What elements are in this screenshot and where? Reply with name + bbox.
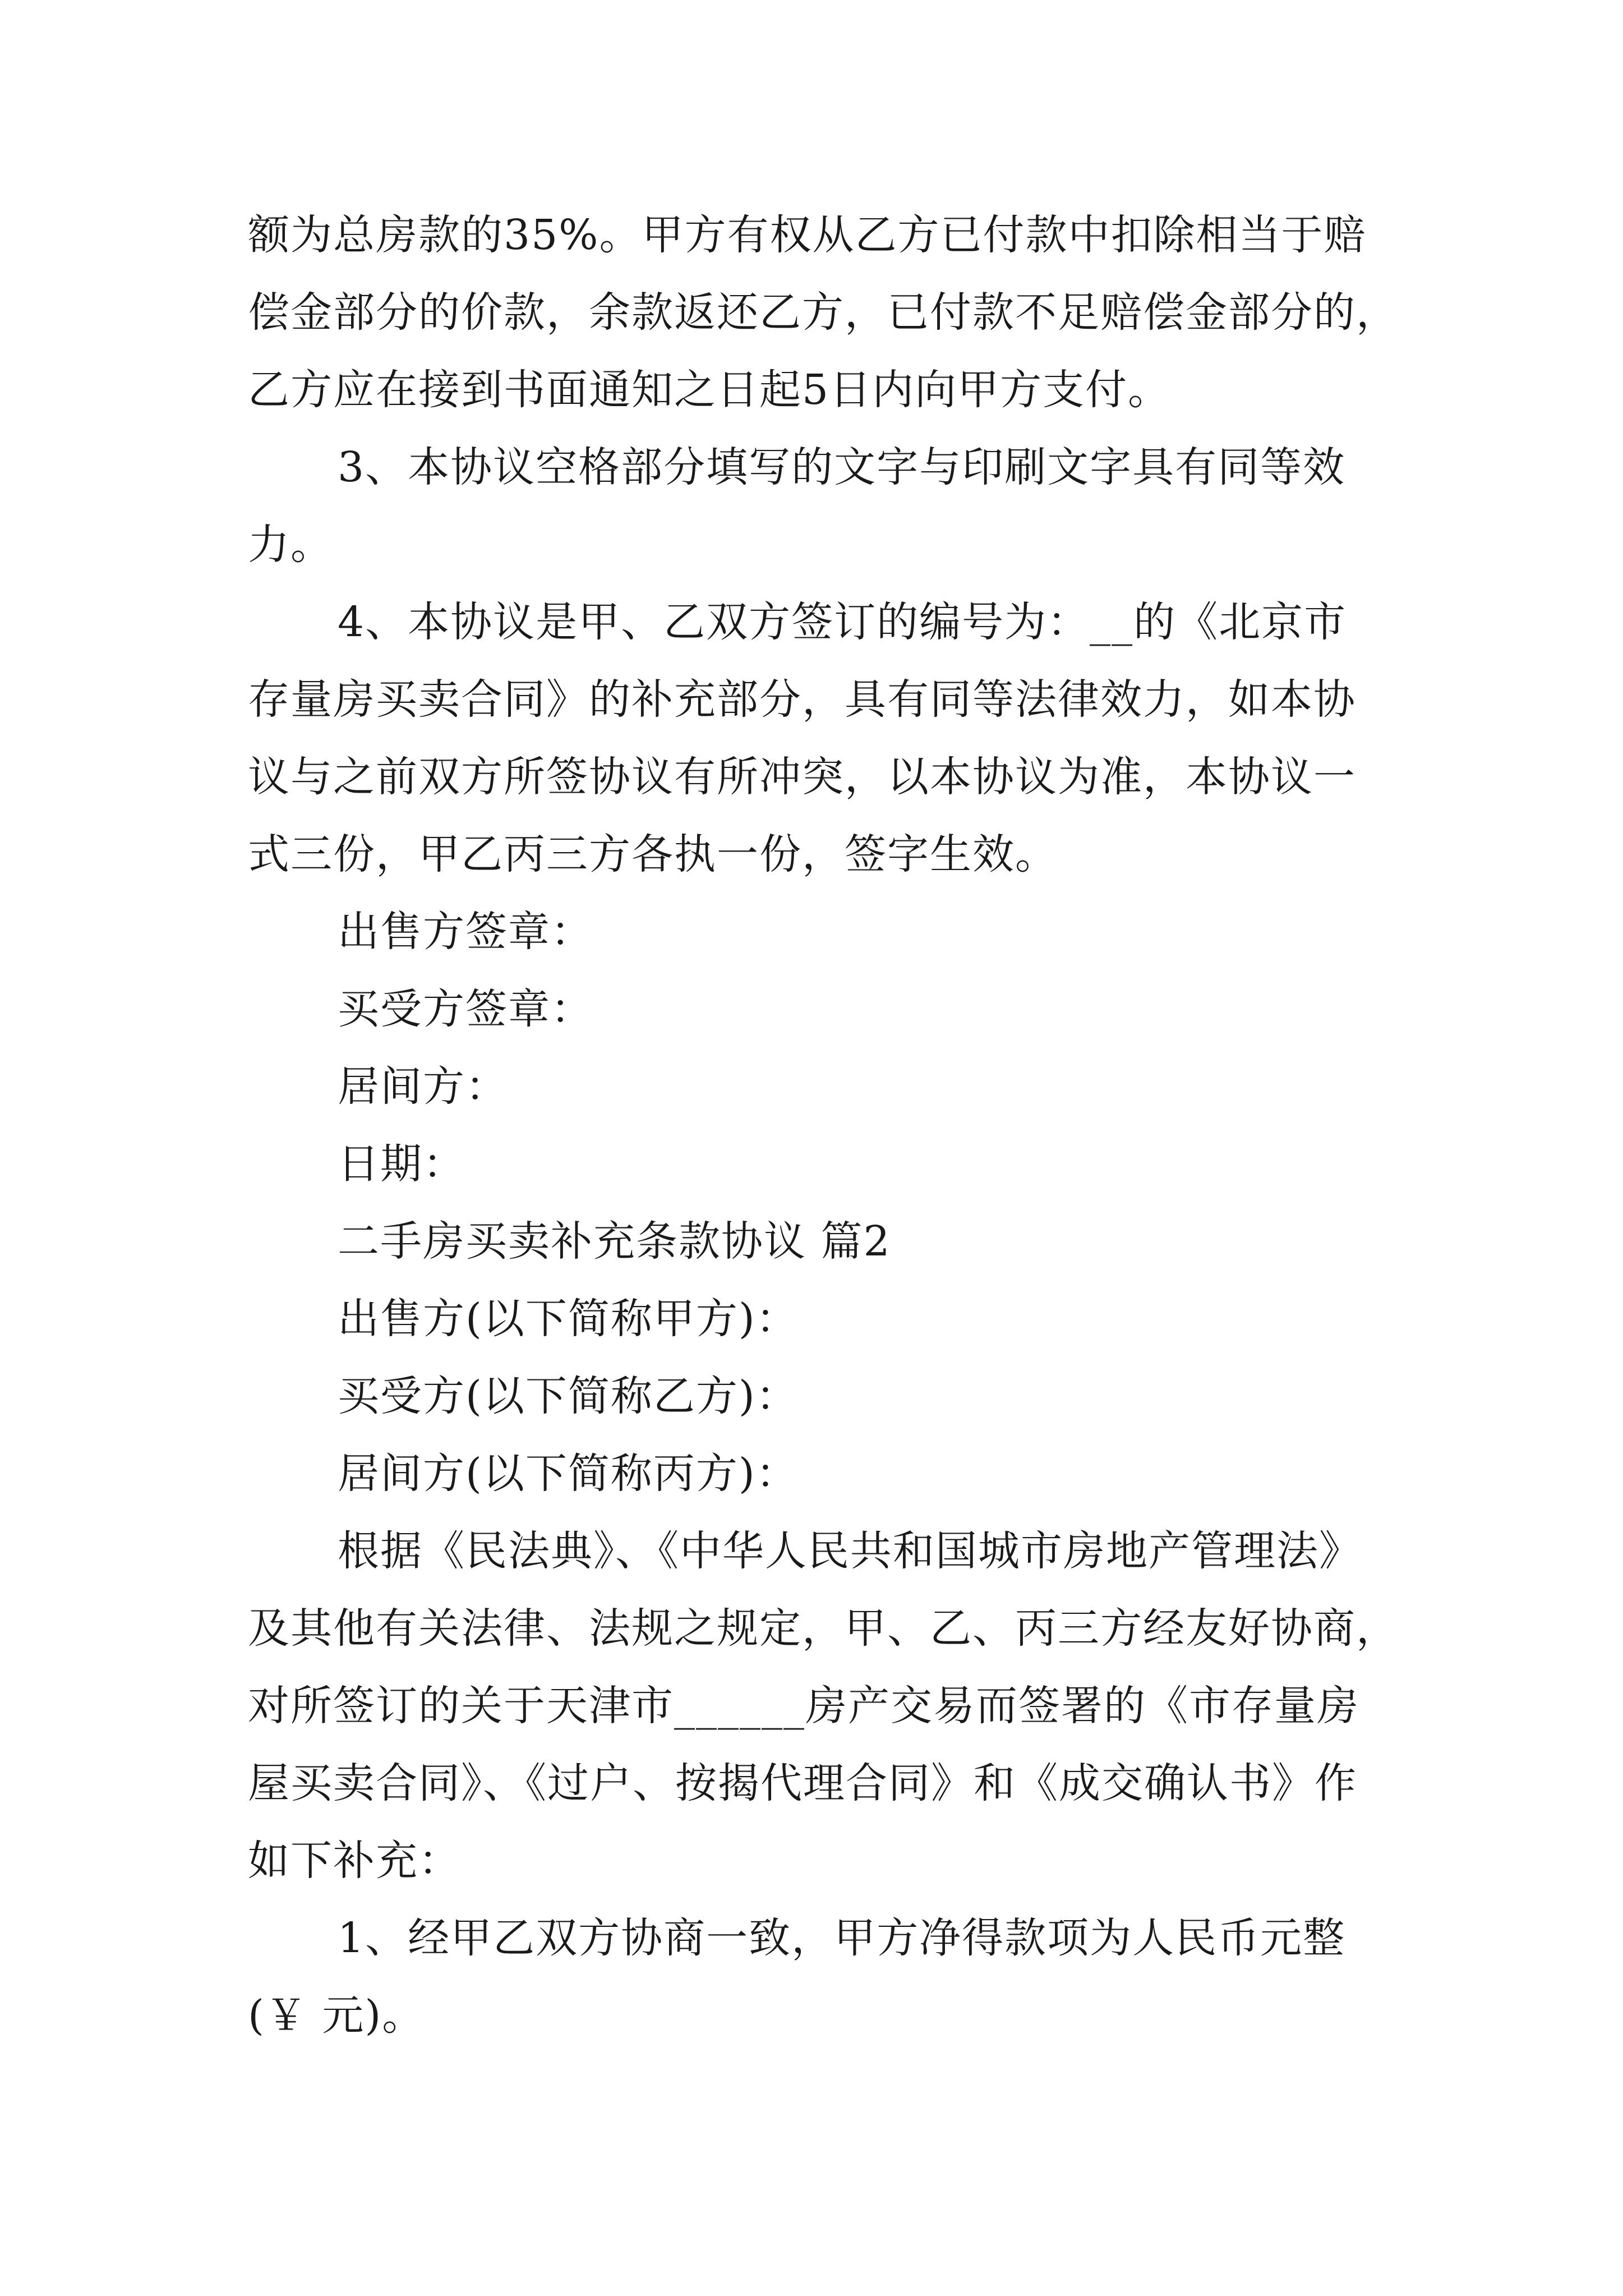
- document-page: [248, 196, 1399, 2054]
- clause-3: 3、本协议空格部分填写的文字与印刷文字具有同等效: [338, 443, 1346, 491]
- seller-signature-line: 出售方签章：: [338, 908, 593, 956]
- text-line: 及其他有关法律、法规之规定，甲、乙、丙三方经友好协商，: [248, 1604, 1399, 1653]
- intermediary-line: 居间方：: [338, 1062, 508, 1111]
- text-line: 议与之前双方所签协议有所冲突，以本协议为准，本协议一: [248, 753, 1356, 801]
- preamble: 根据《民法典》、《中华人民共和国城市房地产管理法》: [338, 1527, 1362, 1575]
- text-line: 如下补充：: [248, 1837, 461, 1885]
- party-intermediary: 居间方(以下简称丙方)：: [338, 1450, 799, 1498]
- text-line: 屋买卖合同》、《过户、按揭代理合同》和《成交确认书》作: [248, 1759, 1357, 1807]
- text-line: 式三份，甲乙丙三方各执一份，签字生效。: [248, 830, 1058, 878]
- text-line: 偿金部分的价款，余款返还乙方，已付款不足赔偿金部分的，: [248, 288, 1399, 337]
- party-buyer: 买受方(以下简称乙方)：: [338, 1372, 799, 1420]
- section-title: 二手房买卖补充条款协议 篇2: [338, 1217, 891, 1266]
- text-line: 存量房买卖合同》的补充部分，具有同等法律效力，如本协: [248, 675, 1356, 724]
- clause-1: 1、经甲乙双方协商一致，甲方净得款项为人民币元整: [338, 1914, 1346, 1962]
- text-line: 额为总房款的35%。甲方有权从乙方已付款中扣除相当于赔: [248, 211, 1367, 259]
- date-line: 日期：: [338, 1140, 465, 1188]
- text-line: 乙方应在接到书面通知之日起5日内向甲方支付。: [248, 366, 1171, 414]
- text-line: (￥ 元)。: [248, 1991, 425, 2040]
- party-seller: 出售方(以下简称甲方)：: [338, 1295, 799, 1343]
- clause-4: 4、本协议是甲、乙双方签订的编号为：__的《北京市: [338, 598, 1347, 646]
- text-line: 力。: [248, 521, 333, 569]
- text-line: 对所签订的关于天津市______房产交易而签署的《市存量房: [248, 1682, 1359, 1730]
- buyer-signature-line: 买受方签章：: [338, 985, 593, 1033]
